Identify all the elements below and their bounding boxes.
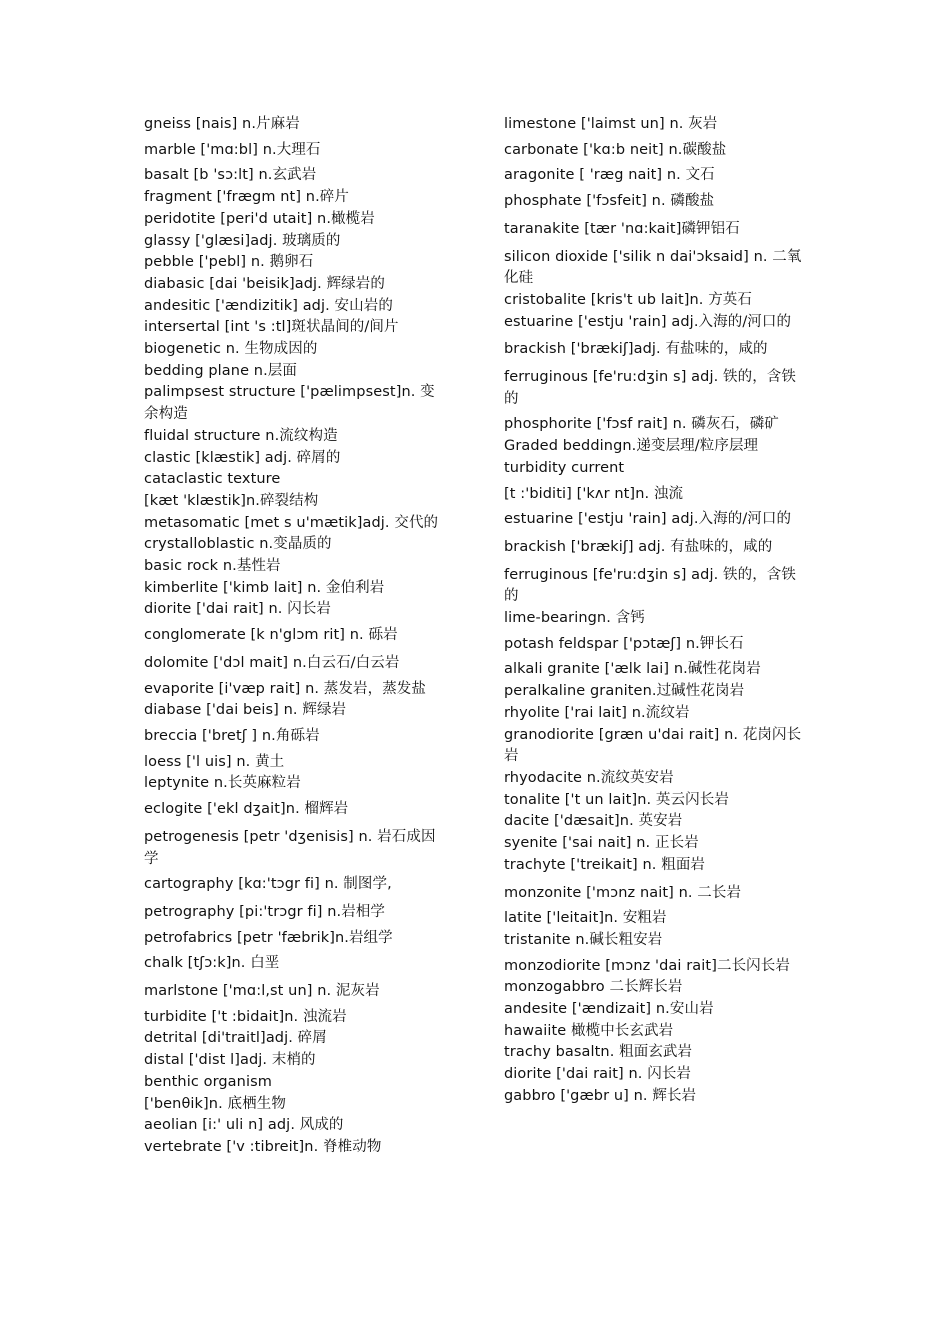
glossary-entry: diabase ['dai beis] n. 辉绿岩 xyxy=(144,702,347,719)
glossary-entry: conglomerate [k n'glɔm rit] n. 砾岩 xyxy=(144,627,398,644)
glossary-entry: hawaiite 橄榄中长玄武岩 xyxy=(504,1022,674,1039)
glossary-entry: tonalite ['t un lait]n. 英云闪长岩 xyxy=(504,791,729,808)
glossary-entry: diabasic [dai 'beisik]adj. 辉绿岩的 xyxy=(144,275,385,292)
glossary-entry: clastic [klæstik] adj. 碎屑的 xyxy=(144,449,341,466)
glossary-entry: ferruginous [fe'ru:dʒin s] adj. 铁的，含铁的 xyxy=(504,369,796,407)
glossary-entry: pebble ['pebl] n. 鹅卵石 xyxy=(144,254,314,271)
glossary-entry: diorite ['dai rait] n. 闪长岩 xyxy=(144,601,332,618)
glossary-entry: Graded beddingn.递变层理/粒序层理 xyxy=(504,438,759,455)
glossary-entry: brackish ['brækiʃ] adj. 有盐味的，咸的 xyxy=(504,538,773,555)
glossary-entry: ['benθik]n. 底栖生物 xyxy=(144,1095,286,1112)
glossary-entry: phosphate ['fɔsfeit] n. 磷酸盐 xyxy=(504,193,715,210)
glossary-entry: fluidal structure n.流纹构造 xyxy=(144,427,338,444)
glossary-entry: kimberlite ['kimb lait] n. 金伯利岩 xyxy=(144,579,385,596)
glossary-entry: ferruginous [fe'ru:dʒin s] adj. 铁的，含铁的 xyxy=(504,566,796,605)
glossary-entry: andesite ['ændizait] n.安山岩 xyxy=(504,1001,714,1018)
glossary-entry: granodiorite [græn u'dai rait] n. 花岗闪长岩 xyxy=(504,726,802,765)
glossary-entry: limestone ['laimst un] n. 灰岩 xyxy=(504,116,718,132)
glossary-entry: aeolian [i:' uli n] adj. 风成的 xyxy=(144,1117,344,1134)
glossary-entry: tristanite n.碱长粗安岩 xyxy=(504,931,663,948)
glossary-entry: phosphorite ['fɔsf rait] n. 磷灰石，磷矿 xyxy=(504,416,779,433)
glossary-entry: biogenetic n. 生物成因的 xyxy=(144,341,318,358)
glossary-entry: detrital [di'traitl]adj. 碎屑 xyxy=(144,1030,327,1047)
glossary-entry: andesitic ['ændizitik] adj. 安山岩的 xyxy=(144,297,393,314)
glossary-entry: glassy ['glæsi]adj. 玻璃质的 xyxy=(144,232,341,249)
glossary-entry: cataclastic texture xyxy=(144,471,281,488)
glossary-entry: turbidite ['t :bidait]n. 浊流岩 xyxy=(144,1008,347,1025)
glossary-entry: benthic organism xyxy=(144,1073,272,1090)
glossary-entry: marlstone ['mɑ:l,st un] n. 泥灰岩 xyxy=(144,983,380,1000)
glossary-entry: leptynite n.长英麻粒岩 xyxy=(144,775,301,792)
glossary-entry: cristobalite [kris't ub lait]n. 方英石 xyxy=(504,291,753,308)
glossary-entry: gneiss [nais] n.片麻岩 xyxy=(144,116,300,132)
glossary-entry: crystalloblastic n.变晶质的 xyxy=(144,536,332,553)
glossary-entry: estuarine ['estju 'rain] adj.入海的/河口的 xyxy=(504,313,792,330)
glossary-entry: basic rock n.基性岩 xyxy=(144,558,281,575)
glossary-entry: breccia ['bretʃ ] n.角砾岩 xyxy=(144,727,320,744)
glossary-entry: syenite ['sai nait] n. 正长岩 xyxy=(504,835,699,852)
left-column xyxy=(144,114,440,1159)
glossary-entry: fragment ['frægm nt] n.碎片 xyxy=(144,189,350,206)
glossary-entry: palimpsest structure ['pælimpsest]n. 变余构造 xyxy=(144,384,435,423)
glossary-entry: vertebrate ['v :tibreit]n. 脊椎动物 xyxy=(144,1138,382,1155)
glossary-entry: turbidity current xyxy=(504,459,625,476)
glossary-entry: basalt [b 'sɔ:lt] n.玄武岩 xyxy=(144,167,317,184)
glossary-entry: dacite ['dæsait]n. 英安岩 xyxy=(504,813,683,830)
glossary-entry: peralkaline graniten.过碱性花岗岩 xyxy=(504,683,745,700)
glossary-entry: diorite ['dai rait] n. 闪长岩 xyxy=(504,1066,692,1083)
glossary-entry: petrography [pi:'trɔgr fi] n.岩相学 xyxy=(144,903,386,920)
glossary-entry: bedding plane n.层面 xyxy=(144,362,298,379)
glossary-entry: brackish ['brækiʃ]adj. 有盐味的，咸的 xyxy=(504,341,768,358)
glossary-entry: rhyodacite n.流纹英安岩 xyxy=(504,769,674,786)
glossary-entry: distal ['dist l]adj. 末梢的 xyxy=(144,1052,316,1069)
glossary-entry: intersertal [int 's :tl]斑状晶间的/间片 xyxy=(144,319,399,336)
right-column xyxy=(504,114,806,1108)
glossary-entry: monzodiorite [mɔnz 'dai rait]二长闪长岩 xyxy=(504,957,790,974)
glossary-entry: trachy basaltn. 粗面玄武岩 xyxy=(504,1044,693,1061)
glossary-entry: monzonite ['mɔnz nait] n. 二长岩 xyxy=(504,884,742,901)
glossary-entry: alkali granite ['ælk lai] n.碱性花岗岩 xyxy=(504,661,761,678)
glossary-entry: metasomatic [met s u'mætik]adj. 交代的 xyxy=(144,514,439,531)
glossary-entry: carbonate ['kɑ:b neit] n.碳酸盐 xyxy=(504,141,727,158)
glossary-entry: cartography [kɑ:'tɔgr fi] n. 制图学, xyxy=(144,876,392,893)
glossary-entry: [kæt 'klæstik]n.碎裂结构 xyxy=(144,492,319,509)
glossary-entry: petrogenesis [petr 'dʒenisis] n. 岩石成因学 xyxy=(144,828,436,867)
glossary-entry: estuarine ['estju 'rain] adj.入海的/河口的 xyxy=(504,511,792,528)
glossary-entry: dolomite ['dɔl mait] n.白云石/白云岩 xyxy=(144,654,400,671)
glossary-entry: peridotite [peri'd utait] n.橄榄岩 xyxy=(144,210,375,227)
glossary-entry: aragonite [ 'ræg nait] n. 文石 xyxy=(504,167,715,184)
glossary-entry: gabbro ['gæbr u] n. 辉长岩 xyxy=(504,1087,697,1104)
glossary-entry: taranakite [tær 'nɑ:kait]磷钾铝石 xyxy=(504,220,740,237)
glossary-entry: [t :'biditi] ['kʌr nt]n. 浊流 xyxy=(504,485,684,502)
glossary-entry: lime-bearingn. 含钙 xyxy=(504,610,645,627)
glossary-entry: latite ['leitait]n. 安粗岩 xyxy=(504,910,667,927)
glossary-entry: petrofabrics [petr 'fæbrik]n.岩组学 xyxy=(144,929,393,946)
glossary-entry: chalk [tʃɔ:k]n. 白垩 xyxy=(144,955,280,972)
glossary-entry: rhyolite ['rai lait] n.流纹岩 xyxy=(504,704,690,721)
glossary-entry: monzogabbro 二长辉长岩 xyxy=(504,979,683,996)
glossary-entry: trachyte ['treikait] n. 粗面岩 xyxy=(504,856,706,873)
glossary-entry: eclogite ['ekl dʒait]n. 榴辉岩 xyxy=(144,801,349,818)
glossary-entry: silicon dioxide ['silik n dai'ɔksaid] n. 二氧化硅 xyxy=(504,248,802,287)
glossary-entry: marble ['mɑ:bl] n.大理石 xyxy=(144,141,321,158)
glossary-entry: loess ['l uis] n. 黄土 xyxy=(144,753,285,770)
glossary-entry: evaporite [i'væp rait] n. 蒸发岩，蒸发盐 xyxy=(144,680,427,697)
glossary-entry: potash feldspar ['pɔtæʃ] n.钾长石 xyxy=(504,635,744,652)
